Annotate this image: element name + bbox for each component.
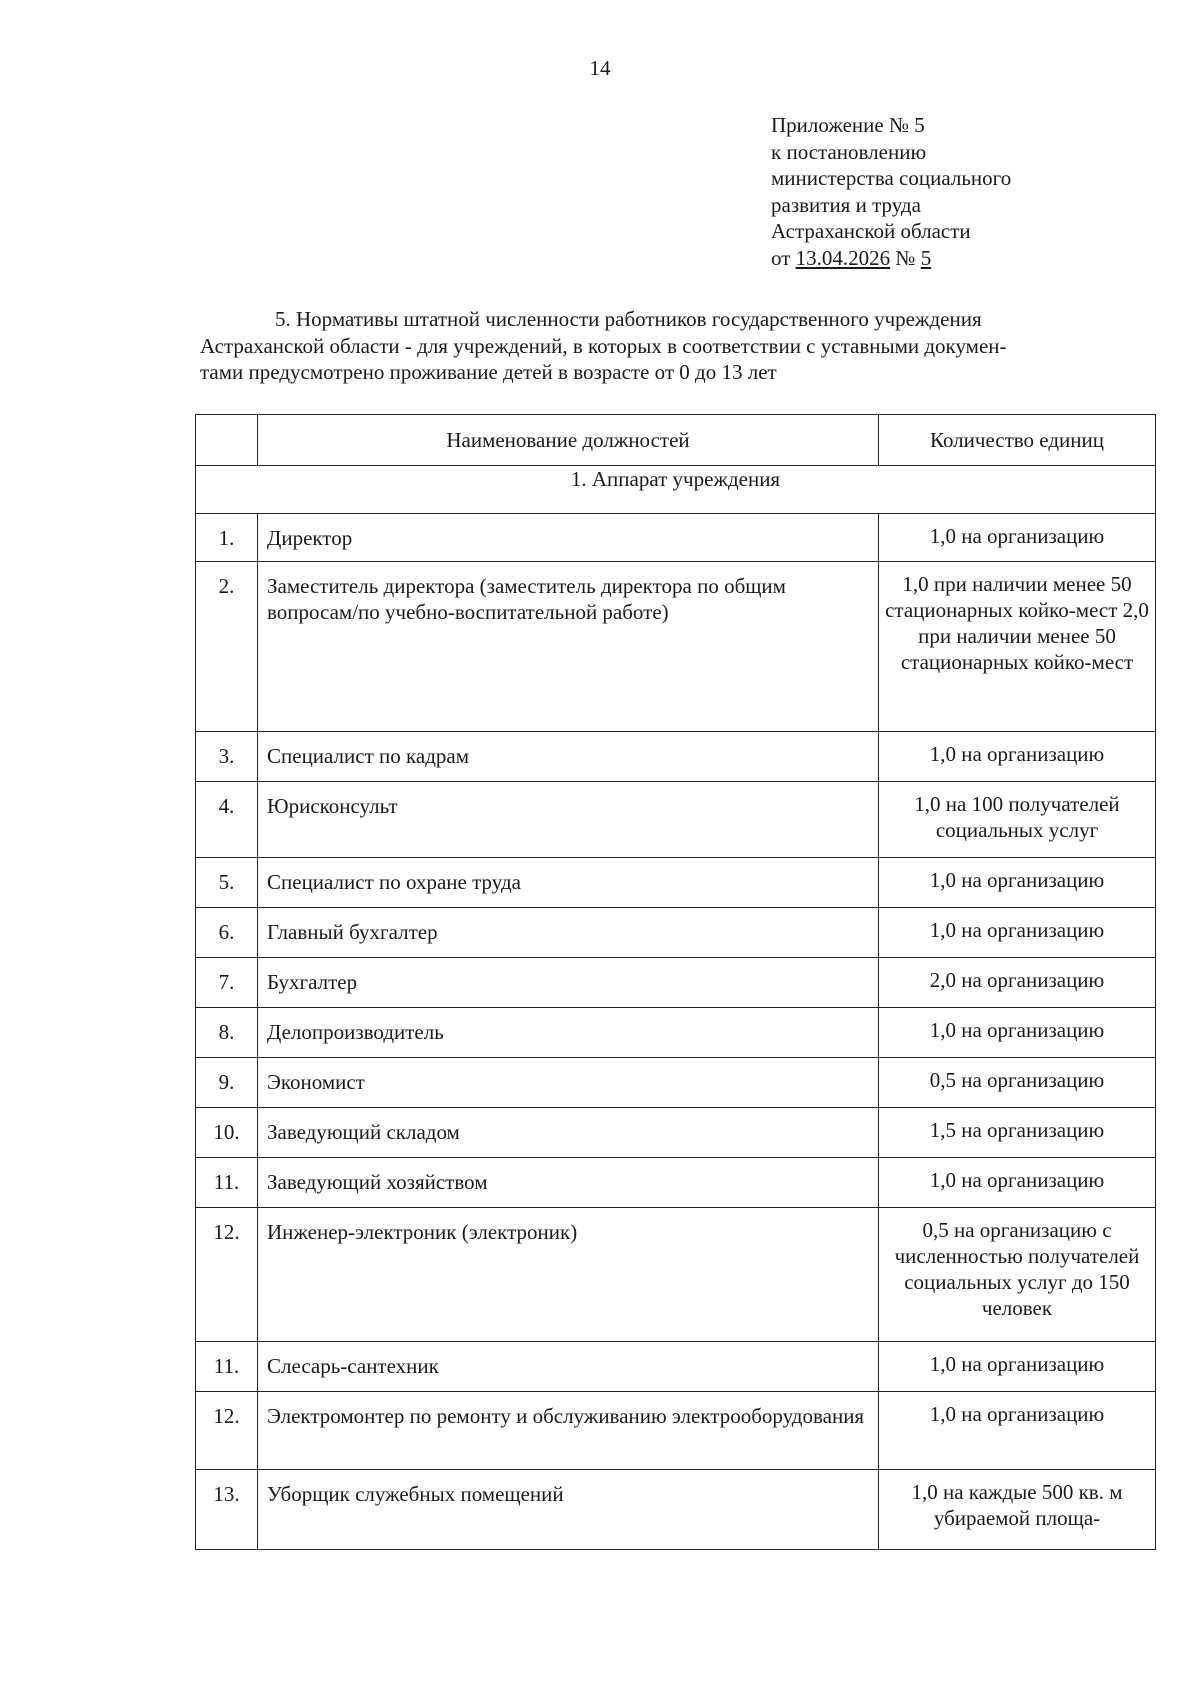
row-quantity: 1,5 на организацию (879, 1108, 1156, 1158)
row-num: 13. (196, 1470, 258, 1550)
table-row (196, 1392, 1156, 1470)
row-quantity: 1,0 на организацию (879, 908, 1156, 958)
table-row (196, 562, 1156, 732)
section-row (196, 466, 1156, 514)
row-num: 11. (196, 1158, 258, 1208)
row-num: 4. (196, 782, 258, 858)
appendix-line-2: к постановлению (771, 139, 927, 164)
appendix-block (771, 112, 1011, 272)
row-num: 2. (196, 562, 258, 732)
table-row (196, 958, 1156, 1008)
header-position: Наименование должностей (258, 415, 879, 466)
table-row (196, 1342, 1156, 1392)
row-quantity: 1,0 при наличии менее 50 стационарных койко-мест 2,0 при наличии менее 50 стационарных койко-мест (879, 562, 1156, 732)
appendix-line-3: министерства социального (771, 166, 1012, 191)
row-num: 6. (196, 908, 258, 958)
document-heading (200, 306, 1146, 386)
row-position: Специалист по кадрам (258, 732, 879, 782)
appendix-line-4: развития и труда (771, 192, 921, 217)
appendix-line-5: Астраханской области (771, 219, 971, 244)
row-position: Уборщик служебных помещений (258, 1470, 879, 1550)
heading-line-3: тами предусмотрено проживание детей в возрасте от 0 до 13 лет (200, 360, 777, 384)
table-row (196, 1008, 1156, 1058)
table-row (196, 908, 1156, 958)
section-title: 1. Аппарат учреждения (196, 466, 1156, 514)
row-num: 12. (196, 1208, 258, 1342)
appendix-line-1: Приложение № 5 (771, 113, 925, 137)
table-row (196, 1058, 1156, 1108)
row-num: 10. (196, 1108, 258, 1158)
row-num: 11. (196, 1342, 258, 1392)
row-num: 1. (196, 514, 258, 562)
row-position: Делопроизводитель (258, 1008, 879, 1058)
appendix-date-line (771, 245, 1011, 272)
row-quantity: 1,0 на организацию (879, 1392, 1156, 1470)
row-position: Главный бухгалтер (258, 908, 879, 958)
row-quantity: 1,0 на каждые 500 кв. м убираемой площа- (879, 1470, 1156, 1550)
row-quantity: 0,5 на организацию с численностью получателей социальных услуг до 150 человек (879, 1208, 1156, 1342)
row-position: Заведующий складом (258, 1108, 879, 1158)
table-row (196, 514, 1156, 562)
row-quantity: 0,5 на организацию (879, 1058, 1156, 1108)
row-position: Слесарь-сантехник (258, 1342, 879, 1392)
row-quantity: 1,0 на организацию (879, 858, 1156, 908)
table-row (196, 732, 1156, 782)
table-row (196, 1108, 1156, 1158)
row-num: 12. (196, 1392, 258, 1470)
row-position: Директор (258, 514, 879, 562)
row-num: 5. (196, 858, 258, 908)
row-quantity: 1,0 на 100 получателей социальных услуг (879, 782, 1156, 858)
row-quantity: 2,0 на организацию (879, 958, 1156, 1008)
row-quantity: 1,0 на организацию (879, 1008, 1156, 1058)
row-position: Инженер-электроник (электроник) (258, 1208, 879, 1342)
table-row (196, 782, 1156, 858)
row-position: Специалист по охране труда (258, 858, 879, 908)
header-quantity: Количество единиц (879, 415, 1156, 466)
staffing-norms-table (195, 414, 1156, 1550)
row-num: 8. (196, 1008, 258, 1058)
row-quantity: 1,0 на организацию (879, 732, 1156, 782)
resolution-number: 5 (920, 245, 932, 270)
heading-line-1: 5. Нормативы штатной численности работников государственного учреждения (275, 307, 982, 331)
row-position: Электромонтер по ремонту и обслуживанию электрооборудования (258, 1392, 879, 1470)
table-row (196, 858, 1156, 908)
row-num: 9. (196, 1058, 258, 1108)
row-quantity: 1,0 на организацию (879, 514, 1156, 562)
row-position: Заведующий хозяйством (258, 1158, 879, 1208)
row-num: 3. (196, 732, 258, 782)
number-prefix: № (890, 245, 921, 270)
table-row (196, 1470, 1156, 1550)
heading-line-2: Астраханской области - для учреждений, в которых в соответствии с уставными докумен- (200, 333, 1007, 358)
table-header-row (196, 415, 1156, 466)
row-num: 7. (196, 958, 258, 1008)
resolution-date: 13.04.2026 (795, 245, 891, 270)
row-position: Заместитель директора (заместитель директора по общим вопросам/по учебно-воспитательной работе) (258, 562, 879, 732)
table-row (196, 1208, 1156, 1342)
header-num (196, 415, 258, 466)
row-position: Юрисконсульт (258, 782, 879, 858)
date-prefix: от (771, 245, 796, 270)
row-quantity: 1,0 на организацию (879, 1342, 1156, 1392)
row-quantity: 1,0 на организацию (879, 1158, 1156, 1208)
row-position: Бухгалтер (258, 958, 879, 1008)
page-number: 14 (589, 56, 611, 80)
row-position: Экономист (258, 1058, 879, 1108)
table-row (196, 1158, 1156, 1208)
